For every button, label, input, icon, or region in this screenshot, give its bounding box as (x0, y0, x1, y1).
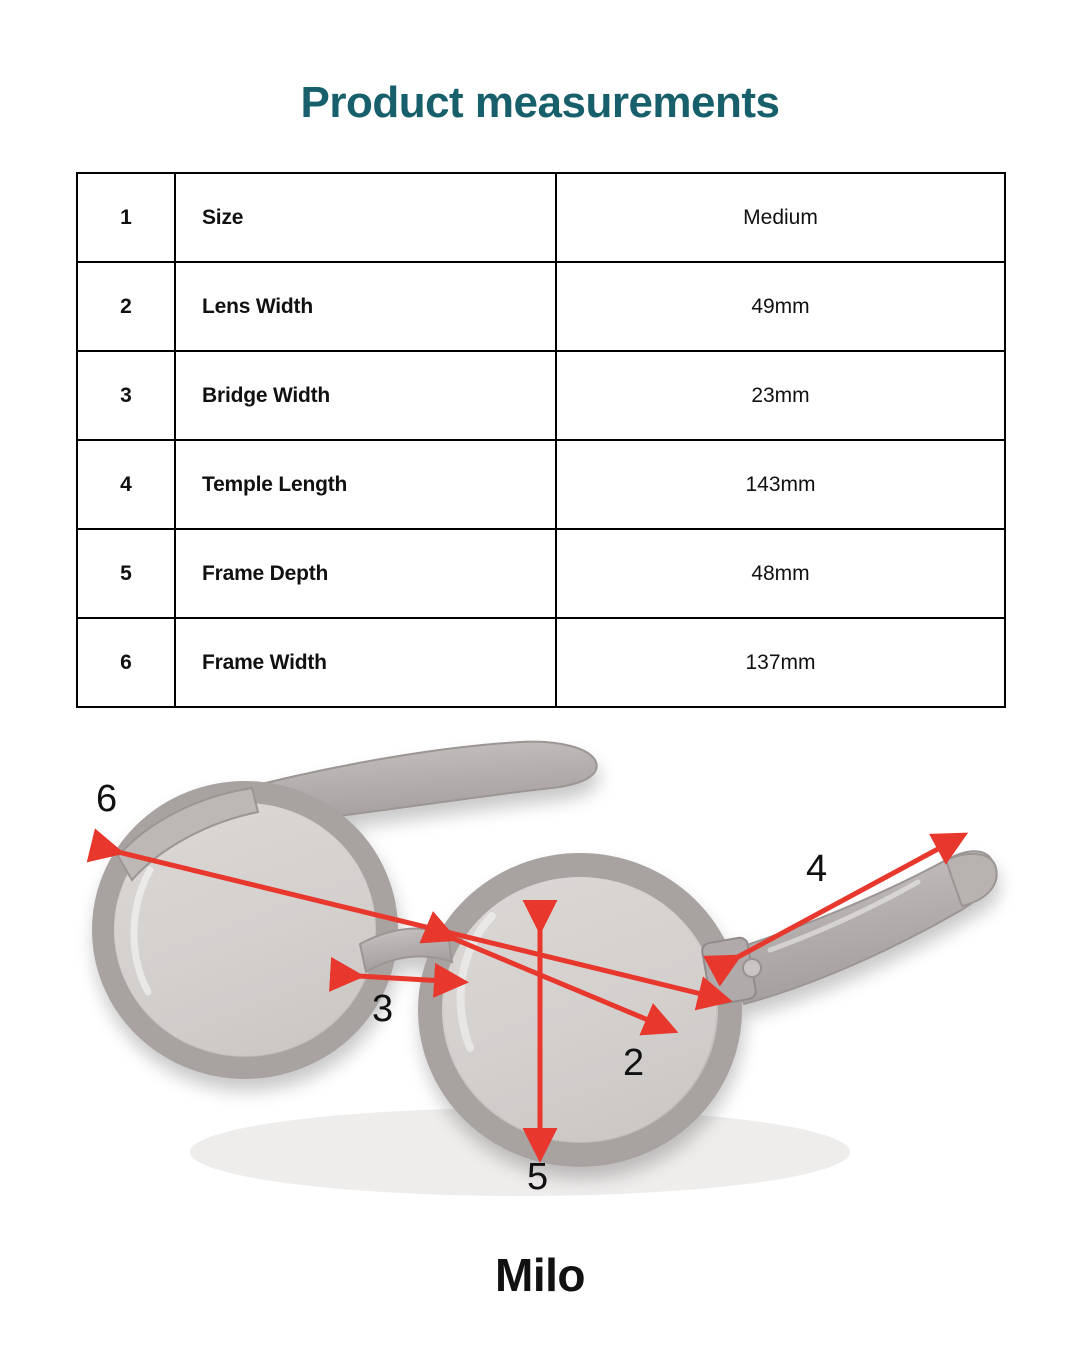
table-row (77, 529, 1005, 618)
row-label: Frame Width (175, 618, 556, 707)
right-lens (444, 878, 716, 1142)
glasses-diagram (0, 700, 1080, 1240)
row-number: 2 (77, 262, 175, 351)
row-value: 48mm (556, 529, 1005, 618)
table-row (77, 351, 1005, 440)
callout-5: 5 (527, 1156, 549, 1198)
row-value: 23mm (556, 351, 1005, 440)
table-row (77, 618, 1005, 707)
row-value: Medium (556, 173, 1005, 262)
callout-3: 3 (372, 988, 394, 1030)
page-title: Product measurements (300, 78, 780, 127)
row-label: Temple Length (175, 440, 556, 529)
row-label: Lens Width (175, 262, 556, 351)
glasses-graphic (103, 742, 997, 1155)
row-label: Size (175, 173, 556, 262)
table-row (77, 262, 1005, 351)
callout-6: 6 (96, 778, 118, 820)
row-number: 1 (77, 173, 175, 262)
row-label: Bridge Width (175, 351, 556, 440)
table-row (77, 173, 1005, 262)
product-name: Milo (495, 1249, 585, 1301)
hinge-screw (743, 959, 761, 977)
row-label: Frame Depth (175, 529, 556, 618)
table-row (77, 440, 1005, 529)
measurements-table (76, 172, 1006, 708)
row-value: 49mm (556, 262, 1005, 351)
row-number: 5 (77, 529, 175, 618)
row-number: 3 (77, 351, 175, 440)
callout-4: 4 (806, 848, 828, 890)
row-number: 6 (77, 618, 175, 707)
callout-2: 2 (623, 1042, 645, 1084)
row-value: 143mm (556, 440, 1005, 529)
row-value: 137mm (556, 618, 1005, 707)
row-number: 4 (77, 440, 175, 529)
